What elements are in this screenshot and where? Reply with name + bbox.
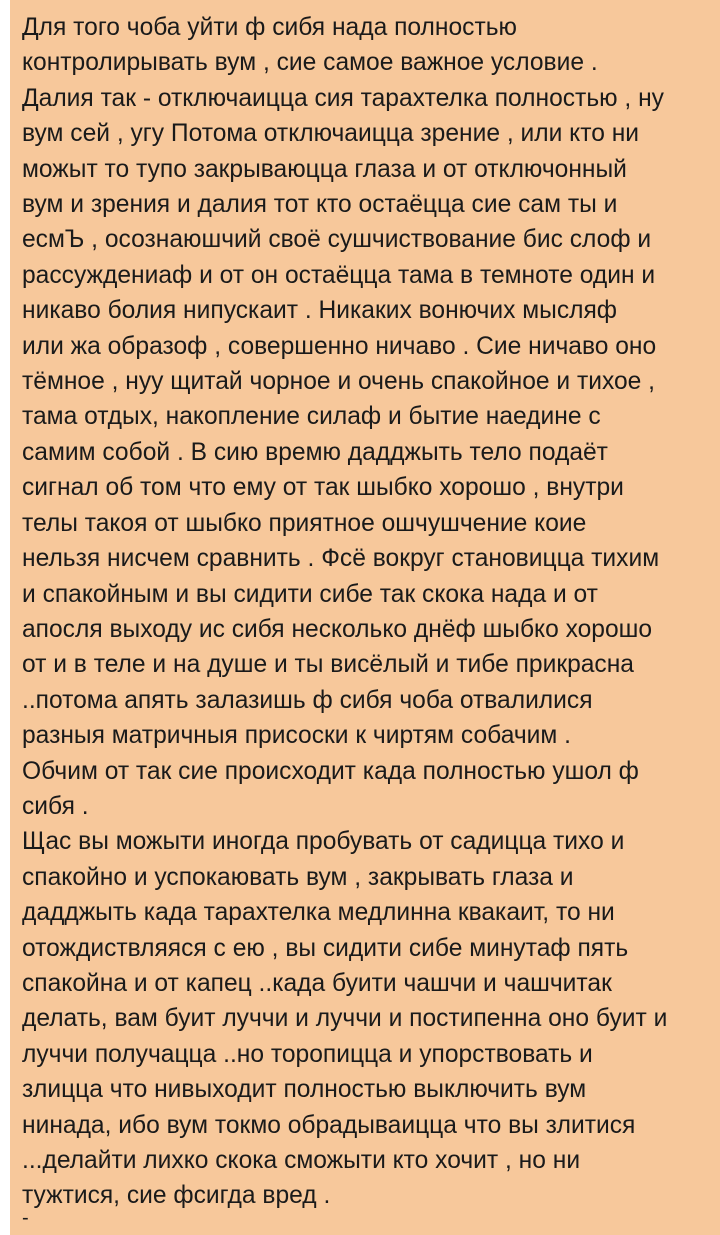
text-line: или жа образоф , совершенно ничаво . Сие ничаво оно xyxy=(22,332,657,360)
text-line: можыт то тупо закрываюцца глаза и от отключонный xyxy=(22,155,627,183)
text-line: нинада, ибо вум токмо обрадываицца что вы злитися xyxy=(22,1111,636,1139)
text-line: спакойно и успокаювать вум , закрывать глаза и xyxy=(22,863,574,891)
text-line: ..потома апять залазишь ф сибя чоба отвалилися xyxy=(22,686,593,714)
trailing-dash: - xyxy=(22,1207,29,1229)
text-line: никаво болия нипускаит . Никаких вонючих мысляф xyxy=(22,297,618,325)
text-line: телы такоя от шыбко приятное ошчушчение коие xyxy=(22,509,587,537)
text-line: тёмное , нуу щитай чорное и очень спакойное и тихое , xyxy=(22,368,656,396)
left-border-strip xyxy=(0,0,10,1235)
text-line: тама отдых, накопление силаф и бытие наедине с xyxy=(22,403,601,431)
text-line: Щас вы можыти иногда пробувать от садицца тихо и xyxy=(22,828,625,856)
text-line: самим собой . В сию времю дадджыть тело подаёт xyxy=(22,438,608,466)
text-line: спакойна и от капец ..када буити чашчи и чашчитак xyxy=(22,969,612,997)
text-line: апосля выходу ис сибя несколько днёф шыбко хорошо xyxy=(22,615,653,643)
text-line: Далия так - отключаицца сия тарахтелка полностью , ну xyxy=(22,84,664,112)
text-line: вум и зрения и далия тот кто остаёцца сие сам ты и xyxy=(22,191,618,219)
text-line: вум сей , угу Потома отключаицца зрение , или кто ни xyxy=(22,120,640,148)
text-line: есмЪ , осознаюшчий своё сушчиствование бис слоф и xyxy=(22,226,652,254)
text-line: делать, вам буит луччи и луччи и постипенна оно буит и xyxy=(22,1005,668,1033)
text-line: контролирывать вум , сие самое важное условие . xyxy=(22,49,598,77)
text-line: разныя матричныя присоски к чиртям собачим . xyxy=(22,722,571,750)
text-line: ...делайти лихко скока сможыти кто хочит , но ни xyxy=(22,1147,581,1174)
text-line: тужтися, сие фсигда вред . xyxy=(22,1182,331,1210)
text-line: нельзя нисчем сравнить . Фсё вокруг становицца тихим xyxy=(22,545,660,573)
text-line: и спакойным и вы сидити сибе так скока нада и от xyxy=(22,580,598,608)
text-line: от и в теле и на душе и ты висёлый и тибе прикрасна xyxy=(22,651,634,679)
text-line: сибя . xyxy=(22,792,89,820)
document-text xyxy=(22,10,714,1214)
text-line: злицца что нивыходит полностью выключить вум xyxy=(22,1076,587,1104)
text-line: рассуждениаф и от он остаёцца тама в темноте один и xyxy=(22,261,656,289)
text-line: луччи получацца ..но торопицца и упорствовать и xyxy=(22,1040,593,1068)
text-line: Обчим от так сие происходит када полностью ушол ф xyxy=(22,757,639,785)
text-line: дадджыть када тарахтелка медлинна квакаит, то ни xyxy=(22,899,615,927)
text-line: сигнал об том что ему от так шыбко хорошо , внутри xyxy=(22,474,624,502)
text-line: Для того чоба уйти ф сибя нада полностью xyxy=(22,14,517,41)
text-line: отождиствляяся с ею , вы сидити сибе минутаф пять xyxy=(22,934,629,962)
